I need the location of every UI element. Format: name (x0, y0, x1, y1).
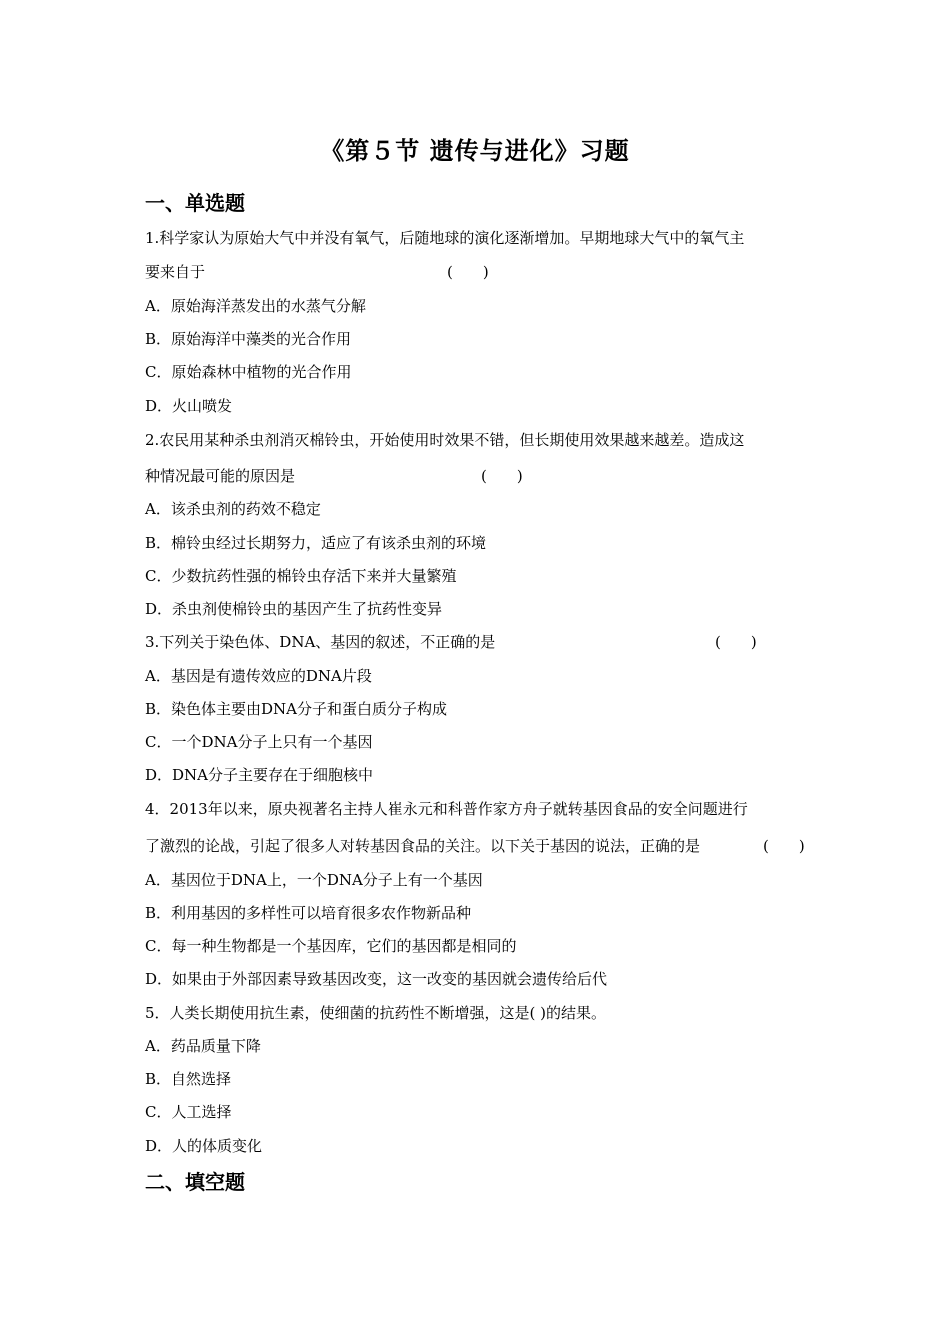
question-1-answer-blank: ( ) (447, 263, 489, 281)
question-3-option-d: D．DNA分子主要存在于细胞核中 (145, 766, 374, 784)
question-3-stem: 3.下列关于染色体、DNA、基因的叙述，不正确的是 (145, 633, 496, 651)
question-4-option-c: C．每一种生物都是一个基因库，它们的基因都是相同的 (145, 937, 517, 955)
question-4-stem-line-1: 4．2013年以来，原央视著名主持人崔永元和科普作家方舟子就转基因食品的安全问题进行 (145, 800, 748, 818)
question-1-option-d: D．火山喷发 (145, 397, 233, 415)
question-5-option-a: A．药品质量下降 (145, 1037, 261, 1055)
question-4-stem-line-2: 了激烈的论战，引起了很多人对转基因食品的关注。以下关于基因的说法，正确的是 (145, 837, 701, 855)
question-1-option-c: C．原始森林中植物的光合作用 (145, 363, 352, 381)
question-3-option-b: B．染色体主要由DNA分子和蛋白质分子构成 (145, 700, 448, 718)
question-2-option-d: D．杀虫剂使棉铃虫的基因产生了抗药性变异 (145, 600, 443, 618)
question-3-answer-blank: ( ) (715, 633, 757, 651)
question-2-answer-blank: ( ) (481, 467, 523, 485)
question-4-answer-blank: ( ) (763, 837, 805, 855)
question-2-option-b: B．棉铃虫经过长期努力，适应了有该杀虫剂的环境 (145, 534, 487, 552)
question-5-option-c: C．人工选择 (145, 1103, 232, 1121)
question-2-option-c: C．少数抗药性强的棉铃虫存活下来并大量繁殖 (145, 567, 457, 585)
question-1-stem-line-1: 1.科学家认为原始大气中并没有氧气，后随地球的演化逐渐增加。早期地球大气中的氧气主 (145, 229, 745, 247)
question-4-option-b: B．利用基因的多样性可以培育很多农作物新品种 (145, 904, 472, 922)
question-4-option-d: D．如果由于外部因素导致基因改变，这一改变的基因就会遗传给后代 (145, 970, 608, 988)
question-4-option-a: A．基因位于DNA上，一个DNA分子上有一个基因 (145, 871, 483, 889)
question-3-option-a: A．基因是有遗传效应的DNA片段 (145, 667, 372, 685)
question-1-option-a: A．原始海洋蒸发出的水蒸气分解 (145, 297, 366, 315)
question-3-option-c: C．一个DNA分子上只有一个基因 (145, 733, 373, 751)
question-5-stem: 5．人类长期使用抗生素，使细菌的抗药性不断增强，这是( )的结果。 (145, 1004, 607, 1022)
section-heading-fill-blank: 二、填空题 (145, 1170, 245, 1194)
question-1-stem-line-2: 要来自于 (145, 263, 206, 281)
question-2-stem-line-2: 种情况最可能的原因是 (145, 467, 296, 485)
question-2-stem-line-1: 2.农民用某种杀虫剂消灭棉铃虫，开始使用时效果不错，但长期使用效果越来越差。造成这 (145, 431, 745, 449)
question-5-option-b: B．自然选择 (145, 1070, 232, 1088)
question-5-option-d: D．人的体质变化 (145, 1137, 263, 1155)
section-heading-single-choice: 一、单选题 (145, 191, 245, 215)
page-title: 《第５节 遗传与进化》习题 (320, 137, 630, 165)
question-2-option-a: A．该杀虫剂的药效不稳定 (145, 500, 321, 518)
question-1-option-b: B．原始海洋中藻类的光合作用 (145, 330, 352, 348)
